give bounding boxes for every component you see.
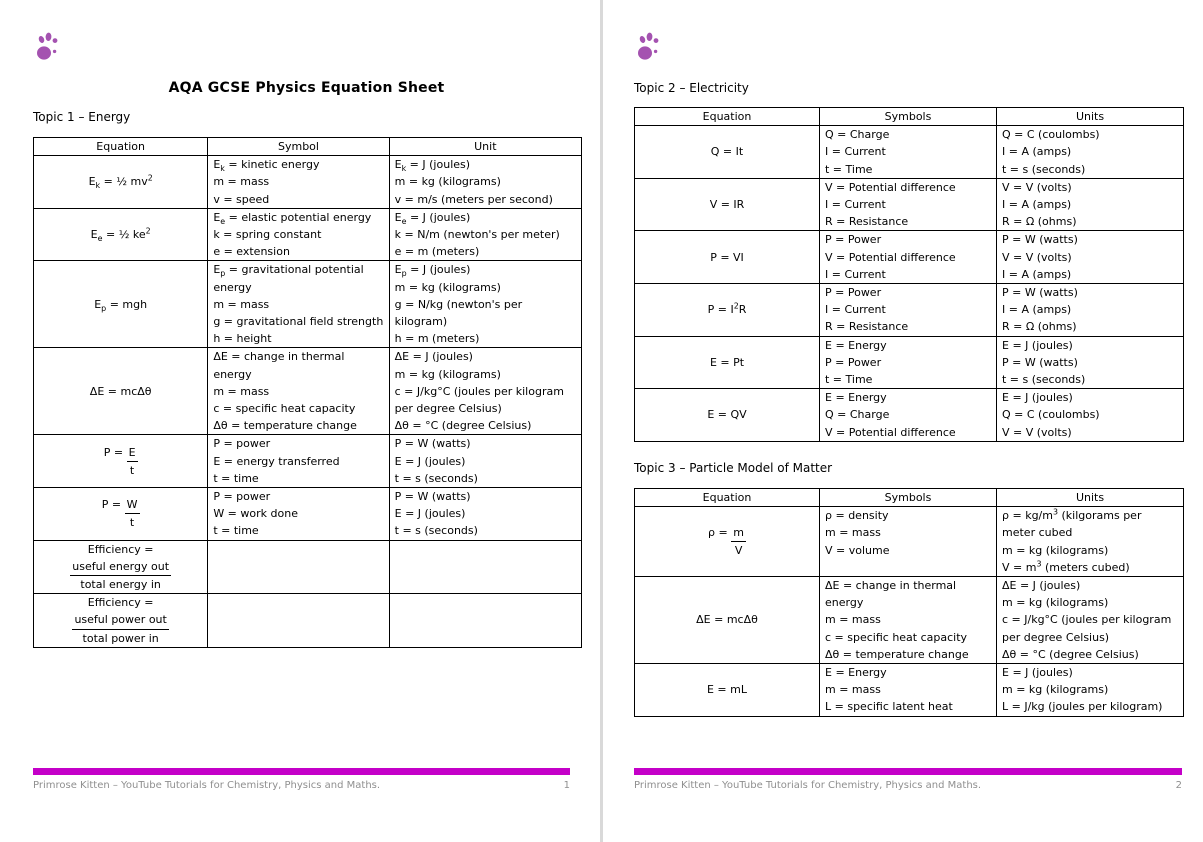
table-row	[34, 348, 582, 435]
equation-cell: ρ = $\frac{m}{V}$	[635, 507, 820, 577]
units-cell	[997, 664, 1184, 717]
definition-line: v = speed	[213, 192, 270, 206]
definition-line: c = J/kg°C (joules per kilogram per degree Celsius)	[394, 384, 564, 416]
definition-line: E = J (joules)	[1002, 338, 1073, 352]
fraction-numerator: useful energy out	[70, 558, 171, 576]
definition-line: $E_e$ = elastic potential energy	[213, 210, 372, 226]
equation-cell: E = QV	[635, 389, 820, 442]
definition-line: m = kg (kilograms)	[394, 280, 501, 294]
definition-line: R = Ω (ohms)	[1002, 215, 1077, 229]
equation-cell: $E_p$ = mgh	[34, 261, 208, 348]
column-header: Units	[997, 108, 1184, 126]
units-cell	[389, 540, 581, 594]
definition-line: $\rho = kg/m^3$ (kilgorams per meter cubed	[1002, 507, 1142, 540]
definition-line: t = s (seconds)	[394, 471, 478, 485]
equation-cell: V = IR	[635, 178, 820, 231]
footer-accent-bar	[634, 768, 1182, 775]
units-cell	[389, 348, 581, 435]
definition-line: m = kg (kilograms)	[1002, 683, 1109, 697]
units-cell	[997, 126, 1184, 179]
page-number: 2	[1175, 780, 1182, 791]
symbols-cell	[820, 336, 997, 389]
definition-line: $E_k$ = kinetic energy	[213, 158, 320, 174]
definition-line: c = specific heat capacity	[825, 630, 968, 644]
definition-line: I = A (amps)	[1002, 267, 1072, 281]
units-cell	[389, 208, 581, 261]
page-2	[603, 0, 1203, 842]
definition-line: P = Power	[825, 233, 882, 247]
definition-line: g = gravitational field strength	[213, 315, 384, 329]
definition-line: t = s (seconds)	[1002, 373, 1086, 387]
units-cell	[997, 389, 1184, 442]
fraction-denominator: t	[129, 463, 135, 477]
symbols-cell	[820, 178, 997, 231]
definition-line: E = J (joules)	[394, 507, 466, 521]
column-header: Equation	[635, 489, 820, 507]
column-header: Symbols	[820, 489, 997, 507]
definition-line: m = mass	[213, 384, 270, 398]
equation-cell: E = Pt	[635, 336, 820, 389]
symbols-cell	[208, 156, 389, 209]
definition-line: E = J (joules)	[394, 454, 466, 468]
definition-line: $E_k = J$ (joules)	[394, 158, 471, 174]
definition-line: V = volume	[825, 543, 890, 557]
symbols-cell	[208, 208, 389, 261]
units-cell	[389, 435, 581, 488]
fraction	[72, 611, 168, 646]
table-row	[635, 664, 1184, 717]
definition-line: V = Potential difference	[825, 425, 956, 439]
fraction-numerator: W	[125, 496, 140, 514]
symbols-cell	[208, 435, 389, 488]
symbols-cell	[820, 577, 997, 664]
symbols-cell	[820, 507, 997, 577]
topic2-table	[634, 107, 1184, 442]
units-cell	[997, 178, 1184, 231]
symbols-cell	[820, 284, 997, 337]
units-cell	[997, 336, 1184, 389]
equation-cell: ΔE = mcΔθ	[34, 348, 208, 435]
definition-line: ρ = density	[825, 509, 889, 523]
table-row	[635, 507, 1184, 577]
definition-line: t = Time	[825, 373, 873, 387]
definition-line: R = Ω (ohms)	[1002, 320, 1077, 334]
fraction	[731, 524, 746, 559]
definition-line: L = J/kg (joules per kilogram)	[1002, 700, 1163, 714]
column-header: Units	[997, 489, 1184, 507]
definition-line: P = Power	[825, 355, 882, 369]
header-row	[34, 138, 582, 156]
symbols-cell	[208, 594, 389, 648]
equation-cell: P = $\frac{W}{t}$	[34, 488, 208, 541]
document-title: AQA GCSE Physics Equation Sheet	[168, 80, 445, 96]
definition-line: ΔE = J (joules)	[394, 350, 473, 364]
fraction	[127, 444, 138, 479]
equation-cell: Efficiency = $\frac{\text{useful power out}}{\text{total power in}}$	[34, 594, 208, 648]
definition-line: E = Energy	[825, 666, 887, 680]
table-row	[34, 208, 582, 261]
page-1	[0, 0, 601, 842]
definition-line: $E_e = J$ (joules)	[394, 210, 471, 226]
equation-cell: E = mL	[635, 664, 820, 717]
definition-line: Q = Charge	[825, 408, 890, 422]
definition-line: I = Current	[825, 198, 886, 212]
column-header: Unit	[389, 138, 581, 156]
equation-cell: $E_k$ = ½ $mv^2$	[34, 156, 208, 209]
table-row	[34, 156, 582, 209]
definition-line: m = kg (kilograms)	[394, 367, 501, 381]
definition-line: E = Energy	[825, 391, 887, 405]
table-row	[635, 577, 1184, 664]
definition-line: Q = Charge	[825, 128, 890, 142]
units-cell	[389, 156, 581, 209]
table-row	[635, 389, 1184, 442]
footer-text: Primrose Kitten – YouTube Tutorials for Chemistry, Physics and Maths.	[634, 780, 982, 791]
equation-cell: P = $\frac{E}{t}$	[34, 435, 208, 488]
equation-cell: Q = It	[635, 126, 820, 179]
fraction	[70, 558, 171, 593]
page-footer	[634, 780, 1182, 791]
table-row	[635, 178, 1184, 231]
column-header: Symbol	[208, 138, 389, 156]
definition-line: W = work done	[213, 507, 298, 521]
units-cell	[997, 231, 1184, 284]
units-cell	[997, 284, 1184, 337]
fraction-numerator: E	[127, 444, 138, 462]
definition-line: P = Power	[825, 286, 882, 300]
definition-line: m = mass	[213, 297, 270, 311]
definition-line: e = m (meters)	[394, 245, 480, 259]
definition-line: Δθ = temperature change	[825, 647, 969, 661]
equation-cell: $E_e$ = ½ $ke^2$	[34, 208, 208, 261]
fraction-denominator: t	[129, 516, 135, 530]
definition-line: k = spring constant	[213, 228, 322, 242]
column-header: Equation	[635, 108, 820, 126]
definition-line: c = J/kg°C (joules per kilogram per degree Celsius)	[1002, 613, 1172, 644]
definition-line: V = V (volts)	[1002, 180, 1072, 194]
definition-line: P = power	[213, 490, 271, 504]
definition-line: h = m (meters)	[394, 332, 480, 346]
definition-line: P = W (watts)	[1002, 355, 1078, 369]
definition-line: I = A (amps)	[1002, 303, 1072, 317]
topic1-table	[33, 137, 582, 648]
definition-line: E = Energy	[825, 338, 887, 352]
column-header: Symbols	[820, 108, 997, 126]
definition-line: R = Resistance	[825, 320, 909, 334]
fraction-numerator: useful power out	[72, 611, 168, 629]
definition-line: t = s (seconds)	[1002, 162, 1086, 176]
definition-line: m = kg (kilograms)	[1002, 596, 1109, 610]
topic3-heading: Topic 3 – Particle Model of Matter	[634, 461, 833, 475]
definition-line: m = mass	[825, 526, 881, 540]
fraction-denominator: total energy in	[80, 578, 161, 592]
header-row	[635, 489, 1184, 507]
definition-line: h = height	[213, 332, 272, 346]
fraction	[125, 496, 140, 531]
paw-print-icon	[34, 32, 62, 64]
definition-line: P = W (watts)	[394, 437, 471, 451]
definition-line: R = Resistance	[825, 215, 909, 229]
units-cell	[997, 577, 1184, 664]
table-row	[635, 284, 1184, 337]
table-row	[34, 435, 582, 488]
definition-line: P = power	[213, 437, 271, 451]
definition-line: m = kg (kilograms)	[394, 175, 501, 189]
definition-line: V = V (volts)	[1002, 250, 1072, 264]
definition-line: m = kg (kilograms)	[1002, 543, 1109, 557]
units-cell	[389, 594, 581, 648]
units-cell	[389, 488, 581, 541]
definition-line: $V = m^3$ (meters cubed)	[1002, 559, 1130, 574]
symbols-cell	[820, 231, 997, 284]
definition-line: v = m/s (meters per second)	[394, 192, 553, 206]
definition-line: P = W (watts)	[1002, 286, 1078, 300]
equation-cell: Efficiency = $\frac{\text{useful energy out}}{\text{total energy in}}$	[34, 540, 208, 594]
definition-line: t = s (seconds)	[394, 524, 478, 538]
symbols-cell	[820, 389, 997, 442]
definition-line: Δθ = °C (degree Celsius)	[1002, 647, 1139, 661]
definition-line: ΔE = J (joules)	[1002, 579, 1081, 593]
fraction-numerator: m	[731, 524, 746, 542]
footer-text: Primrose Kitten – YouTube Tutorials for Chemistry, Physics and Maths.	[33, 780, 381, 791]
definition-line: V = Potential difference	[825, 250, 956, 264]
table-row	[34, 540, 582, 594]
symbols-cell	[208, 540, 389, 594]
definition-line: k = N/m (newton's per meter)	[394, 228, 560, 242]
definition-line: $E_p = J$ (joules)	[394, 263, 471, 279]
definition-line: g = N/kg (newton's per kilogram)	[394, 297, 523, 329]
symbols-cell	[820, 664, 997, 717]
definition-line: P = W (watts)	[1002, 233, 1078, 247]
symbols-cell	[820, 126, 997, 179]
definition-line: e = extension	[213, 245, 290, 259]
equation-cell: P = VI	[635, 231, 820, 284]
definition-line: t = time	[213, 471, 259, 485]
definition-line: m = mass	[825, 683, 881, 697]
symbols-cell	[208, 261, 389, 348]
table-row	[635, 336, 1184, 389]
definition-line: ΔE = change in thermal energy	[825, 579, 957, 610]
definition-line: Δθ = °C (degree Celsius)	[394, 419, 532, 433]
table-row	[34, 488, 582, 541]
definition-line: ΔE = change in thermal energy	[213, 350, 345, 381]
topic2-heading: Topic 2 – Electricity	[634, 81, 749, 95]
topic3-table	[634, 488, 1184, 717]
fraction-denominator: V	[734, 544, 743, 558]
definition-line: m = mass	[825, 613, 881, 627]
definition-line: c = specific heat capacity	[213, 402, 356, 416]
definition-line: E = J (joules)	[1002, 391, 1073, 405]
definition-line: Q = C (coulombs)	[1002, 408, 1100, 422]
definition-line: t = Time	[825, 162, 873, 176]
definition-line: Q = C (coulombs)	[1002, 128, 1100, 142]
symbols-cell	[208, 488, 389, 541]
definition-line: E = J (joules)	[1002, 666, 1073, 680]
units-cell	[997, 507, 1184, 577]
equation-cell: ΔE = mcΔθ	[635, 577, 820, 664]
definition-line: I = A (amps)	[1002, 198, 1072, 212]
definition-line: Δθ = temperature change	[213, 419, 357, 433]
header-row	[635, 108, 1184, 126]
table-row	[635, 231, 1184, 284]
table-row	[34, 594, 582, 648]
definition-line: t = time	[213, 524, 259, 538]
footer-accent-bar	[33, 768, 570, 775]
fraction-denominator: total power in	[82, 631, 159, 645]
paw-print-icon	[635, 32, 663, 64]
topic1-heading: Topic 1 – Energy	[33, 110, 131, 124]
table-row	[635, 126, 1184, 179]
definition-line: P = W (watts)	[394, 490, 471, 504]
symbols-cell	[208, 348, 389, 435]
units-cell	[389, 261, 581, 348]
page-footer	[33, 780, 570, 791]
definition-line: $E_p$ = gravitational potential energy	[213, 263, 364, 294]
page-number: 1	[563, 780, 570, 791]
table-row	[34, 261, 582, 348]
definition-line: m = mass	[213, 175, 270, 189]
definition-line: L = specific latent heat	[825, 700, 953, 714]
definition-line: I = A (amps)	[1002, 145, 1072, 159]
column-header: Equation	[34, 138, 208, 156]
definition-line: I = Current	[825, 303, 886, 317]
definition-line: E = energy transferred	[213, 454, 340, 468]
definition-line: I = Current	[825, 267, 886, 281]
equation-cell: $P = I^2R$	[635, 284, 820, 337]
definition-line: V = V (volts)	[1002, 425, 1072, 439]
definition-line: I = Current	[825, 145, 886, 159]
definition-line: V = Potential difference	[825, 180, 956, 194]
